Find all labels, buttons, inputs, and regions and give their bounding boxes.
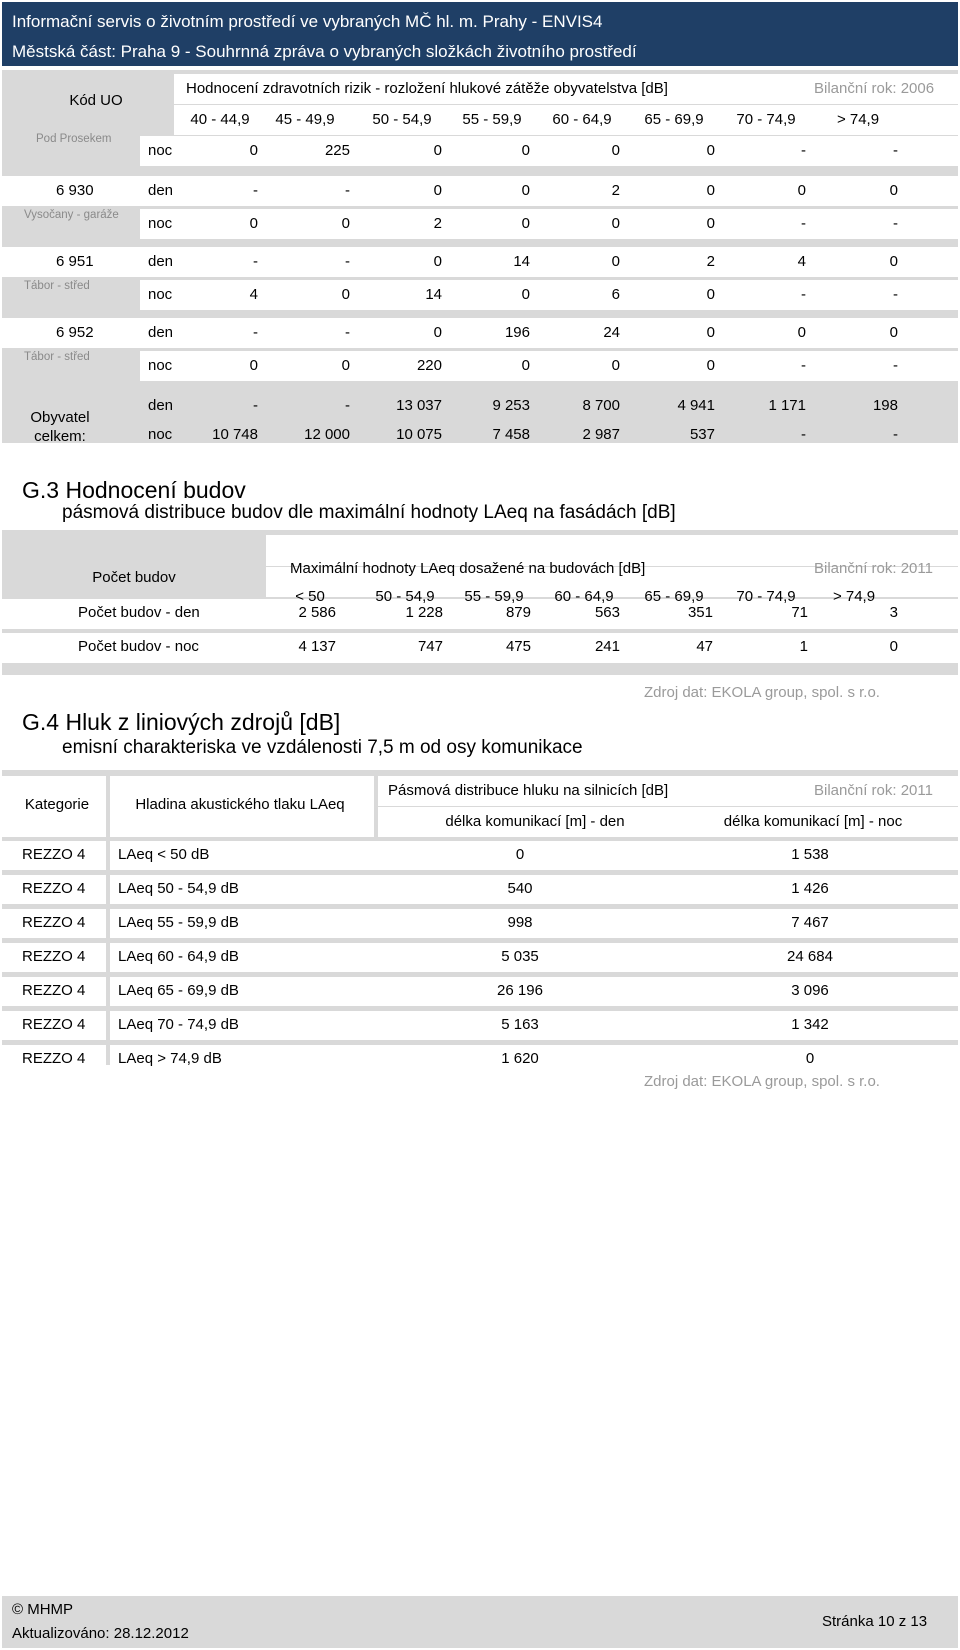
t1-block-code: 6 951 xyxy=(56,253,94,270)
g4-col-hladina: Hladina akustického tlaku LAeq xyxy=(135,796,345,813)
t1-block-noc-cell: 0 xyxy=(341,286,350,303)
t1-block-noc-row xyxy=(140,351,958,381)
report-header xyxy=(2,2,958,66)
g4-year: Bilanční rok: 2011 xyxy=(814,782,933,799)
g4-noc: 1 538 xyxy=(791,846,829,863)
page-footer xyxy=(2,1596,958,1648)
t1-total-noc-cell: - xyxy=(801,426,806,443)
t1-block-noc-row xyxy=(140,280,958,310)
t1-block-den-cell: 0 xyxy=(797,182,806,199)
t1-block-noc-cell: 0 xyxy=(706,286,715,303)
g4-den: 1 620 xyxy=(501,1050,539,1067)
g3-col-header: 50 - 54,9 xyxy=(375,588,435,605)
t1-top-noc-row xyxy=(140,136,958,166)
t1-block-den-cell: 14 xyxy=(513,253,530,270)
t1-total-den-cell: 198 xyxy=(872,397,898,414)
t1-total-noc-cell: 2 987 xyxy=(582,426,620,443)
t1-year: Bilanční rok: 2006 xyxy=(814,80,935,97)
g3-cell: 71 xyxy=(791,604,808,621)
g4-hladina: LAeq 65 - 69,9 dB xyxy=(118,982,239,999)
g4-noc: 1 426 xyxy=(791,880,829,897)
g3-col-header: 70 - 74,9 xyxy=(736,588,796,605)
t1-total-den-cell: 8 700 xyxy=(582,397,620,414)
t1-block-code: 6 930 xyxy=(56,182,94,199)
g3-cell: 47 xyxy=(696,638,713,655)
t1-top-noc-cell: 0 xyxy=(706,142,715,159)
t1-block-noc-row xyxy=(140,209,958,239)
t1-total-den-cell: - xyxy=(345,397,350,414)
t1-block-den-label: den xyxy=(148,182,174,199)
t1-total-noc-cell: 7 458 xyxy=(492,426,530,443)
g4-kat: REZZO 4 xyxy=(22,914,86,931)
t1-block-noc-label: noc xyxy=(148,357,173,374)
g3-cell: 1 228 xyxy=(405,604,443,621)
t1-top-noc-cell: 0 xyxy=(433,142,442,159)
t1-col-header: 70 - 74,9 xyxy=(736,111,796,128)
t1-block-noc-cell: 0 xyxy=(249,357,258,374)
t1-kod-label: Kód UO xyxy=(69,92,123,109)
t1-block-den-cell: 4 xyxy=(797,253,806,270)
g4-kat: REZZO 4 xyxy=(22,1016,86,1033)
t1-block-den-cell: - xyxy=(345,182,350,199)
g3-cell: 879 xyxy=(505,604,531,621)
t1-block-noc-cell: 0 xyxy=(521,357,530,374)
t1-block-den-cell: 0 xyxy=(706,182,715,199)
t1-block-noc-cell: 0 xyxy=(521,286,530,303)
t1-title: Hodnocení zdravotních rizik - rozložení hlukové zátěže obyvatelstva [dB] xyxy=(186,80,668,97)
g4-hladina: LAeq < 50 dB xyxy=(118,846,210,863)
g3-source: Zdroj dat: EKOLA group, spol. s r.o. xyxy=(644,684,880,701)
t1-block-noc-cell: 0 xyxy=(611,215,620,232)
g3-col-header: 55 - 59,9 xyxy=(464,588,524,605)
t1-block-den-cell: 0 xyxy=(611,253,620,270)
t1-block-den-cell: - xyxy=(345,253,350,270)
g4-den: 5 035 xyxy=(501,948,539,965)
header-line-2: Městská část: Praha 9 - Souhrnná zpráva o vybraných složkách životního prostředí xyxy=(12,42,637,61)
t1-total-den-cell: 9 253 xyxy=(492,397,530,414)
t1-top-noc-cell: - xyxy=(893,142,898,159)
g4-den: 0 xyxy=(515,846,525,863)
t1-block-noc-cell: 220 xyxy=(416,357,442,374)
t1-block-noc-label: noc xyxy=(148,286,173,303)
g4-noc: 0 xyxy=(805,1050,815,1067)
t1-block-den-cell: 0 xyxy=(433,253,442,270)
t1-block-den-cell: 0 xyxy=(889,253,898,270)
g4-noc: 24 684 xyxy=(787,948,833,965)
g4-col-den: délka komunikací [m] - den xyxy=(445,813,625,830)
g4-noc: 1 342 xyxy=(791,1016,829,1033)
g4-hladina: LAeq 60 - 64,9 dB xyxy=(118,948,239,965)
g4-title: Pásmová distribuce hluku na silnicích [dB] xyxy=(388,782,669,799)
g4-noc: 3 096 xyxy=(791,982,829,999)
t1-block-den-cell: 0 xyxy=(889,182,898,199)
t1-block-den-cell: - xyxy=(253,182,258,199)
t1-block-den-row xyxy=(140,176,958,206)
g4-kat: REZZO 4 xyxy=(22,1050,86,1067)
g4-col-noc: délka komunikací [m] - noc xyxy=(723,813,903,830)
g4-den: 540 xyxy=(507,880,533,897)
g3-cell: 563 xyxy=(594,604,620,621)
g4-kat: REZZO 4 xyxy=(22,982,86,999)
t1-block-den-cell: 0 xyxy=(797,324,806,341)
t1-block-noc-cell: 0 xyxy=(521,215,530,232)
t1-top-noc-cell: 0 xyxy=(249,142,258,159)
t1-total-label1: Obyvatel xyxy=(30,409,90,426)
copyright: © MHMP xyxy=(12,1601,74,1618)
t1-block-den-label: den xyxy=(148,253,174,270)
g3-cell: 1 xyxy=(799,638,808,655)
g4-source: Zdroj dat: EKOLA group, spol. s r.o. xyxy=(644,1073,880,1090)
g3-cell: 3 xyxy=(889,604,898,621)
g3-cell: 2 586 xyxy=(298,604,336,621)
t1-block-code: 6 952 xyxy=(56,324,94,341)
t1-block-noc-cell: - xyxy=(893,286,898,303)
t1-top-noc-cell: 225 xyxy=(324,142,350,159)
t1-block-noc-cell: - xyxy=(801,215,806,232)
g3-row-label: Počet budov - noc xyxy=(78,638,199,655)
t1-total-den-label: den xyxy=(148,397,174,414)
g4-kat: REZZO 4 xyxy=(22,948,86,965)
t1-block-den-cell: - xyxy=(253,253,258,270)
t1-block-den-cell: 0 xyxy=(706,324,715,341)
section-g3-subtitle: pásmová distribuce budov dle maximální hodnoty LAeq na fasádách [dB] xyxy=(62,502,676,523)
t1-block-noc-label: noc xyxy=(148,215,173,232)
g4-hladina: LAeq 70 - 74,9 dB xyxy=(118,1016,239,1033)
t1-block-noc-cell: 2 xyxy=(433,215,442,232)
t1-block-den-cell: - xyxy=(345,324,350,341)
t1-total-den-cell: 4 941 xyxy=(677,397,715,414)
t1-top-name: Pod Prosekem xyxy=(36,133,112,145)
g3-cell: 4 137 xyxy=(298,638,336,655)
page-number: Stránka 10 z 13 xyxy=(822,1613,928,1630)
t1-block-noc-cell: 0 xyxy=(249,215,258,232)
t1-block-noc-cell: 0 xyxy=(611,357,620,374)
g3-col-header: 60 - 64,9 xyxy=(554,588,614,605)
t1-block-den-cell: 0 xyxy=(521,182,530,199)
t1-total-noc-cell: 537 xyxy=(689,426,715,443)
t1-block-noc-cell: - xyxy=(801,286,806,303)
t1-block-den-cell: 196 xyxy=(504,324,530,341)
t1-total-den-cell: - xyxy=(253,397,258,414)
t1-total-noc-cell: 10 748 xyxy=(212,426,258,443)
t1-total-noc-cell: - xyxy=(893,426,898,443)
t1-top-noc-cell: 0 xyxy=(521,142,530,159)
t1-block-noc-cell: 0 xyxy=(341,215,350,232)
section-g4-subtitle: emisní charakteriska ve vzdálenosti 7,5 m od osy komunikace xyxy=(62,737,583,758)
section-g3-heading: G.3 Hodnocení budov xyxy=(22,477,246,503)
t1-block-noc-cell: 4 xyxy=(249,286,258,303)
t1-col-header: 55 - 59,9 xyxy=(462,111,522,128)
t1-total-den-cell: 1 171 xyxy=(768,397,806,414)
t1-block-name: Tábor - střed xyxy=(24,351,90,363)
t1-col-header: > 74,9 xyxy=(836,111,880,128)
t1-block-noc-cell: 0 xyxy=(706,357,715,374)
g4-kat: REZZO 4 xyxy=(22,846,86,863)
t1-block-name: Vysočany - garáže xyxy=(24,209,119,221)
g3-row-label: Počet budov - den xyxy=(78,604,200,621)
header-line-1: Informační servis o životním prostředí ve vybraných MČ hl. m. Prahy - ENVIS4 xyxy=(12,12,603,31)
t1-block-den-cell: 2 xyxy=(706,253,715,270)
t1-block-noc-cell: 0 xyxy=(341,357,350,374)
g3-title: Maximální hodnoty LAeq dosažené na budovách [dB] xyxy=(290,560,646,577)
t1-total-noc-label: noc xyxy=(148,426,173,443)
g3-cell: 747 xyxy=(417,638,443,655)
g4-den: 26 196 xyxy=(497,982,543,999)
g3-cell: 0 xyxy=(889,638,898,655)
g3-col-header: < 50 xyxy=(295,588,325,605)
g4-hladina: LAeq > 74,9 dB xyxy=(118,1050,222,1067)
t1-block-name: Tábor - střed xyxy=(24,280,90,292)
g4-hladina: LAeq 55 - 59,9 dB xyxy=(118,914,239,931)
g3-cell: 475 xyxy=(505,638,531,655)
t1-block-noc-cell: 0 xyxy=(706,215,715,232)
t1-col-header: 40 - 44,9 xyxy=(190,111,250,128)
t1-block-den-cell: - xyxy=(253,324,258,341)
g4-col-kategorie: Kategorie xyxy=(24,796,90,813)
g3-cell: 241 xyxy=(594,638,620,655)
t1-top-noc-cell: - xyxy=(801,142,806,159)
t1-block-noc-cell: 6 xyxy=(611,286,620,303)
t1-block-den-cell: 2 xyxy=(611,182,620,199)
t1-col-header: 60 - 64,9 xyxy=(552,111,612,128)
t1-col-header: 50 - 54,9 xyxy=(372,111,432,128)
t1-total-noc-cell: 10 075 xyxy=(396,426,442,443)
g4-noc: 7 467 xyxy=(791,914,829,931)
t1-block-den-row xyxy=(140,247,958,277)
t1-block-den-cell: 0 xyxy=(889,324,898,341)
t1-total-den-cell: 13 037 xyxy=(396,397,442,414)
t1-block-noc-cell: - xyxy=(801,357,806,374)
t1-col-header: 45 - 49,9 xyxy=(275,111,335,128)
t1-block-noc-cell: - xyxy=(893,357,898,374)
t1-top-noc-cell: 0 xyxy=(611,142,620,159)
g3-col-header: > 74,9 xyxy=(832,588,876,605)
g4-den: 998 xyxy=(507,914,533,931)
t1-col-header: 65 - 69,9 xyxy=(644,111,704,128)
g3-cell: 351 xyxy=(687,604,713,621)
section-g4-heading: G.4 Hluk z liniových zdrojů [dB] xyxy=(22,709,341,735)
g4-den: 5 163 xyxy=(501,1016,539,1033)
t1-block-den-row xyxy=(140,318,958,348)
g4-hladina: LAeq 50 - 54,9 dB xyxy=(118,880,239,897)
t1-block-noc-cell: - xyxy=(893,215,898,232)
t1-block-den-label: den xyxy=(148,324,174,341)
t1-total-noc-cell: 12 000 xyxy=(304,426,350,443)
t1-total-label2: celkem: xyxy=(34,428,86,445)
t1-top-noc-label: noc xyxy=(148,142,173,159)
t1-block-den-cell: 0 xyxy=(433,324,442,341)
g3-corner-label: Počet budov xyxy=(92,569,176,586)
g3-col-header: 65 - 69,9 xyxy=(644,588,704,605)
g3-year: Bilanční rok: 2011 xyxy=(814,560,933,577)
t1-block-den-cell: 0 xyxy=(433,182,442,199)
g4-kat: REZZO 4 xyxy=(22,880,86,897)
t1-block-noc-cell: 14 xyxy=(425,286,442,303)
updated-date: Aktualizováno: 28.12.2012 xyxy=(12,1625,189,1642)
t1-block-den-cell: 24 xyxy=(603,324,620,341)
